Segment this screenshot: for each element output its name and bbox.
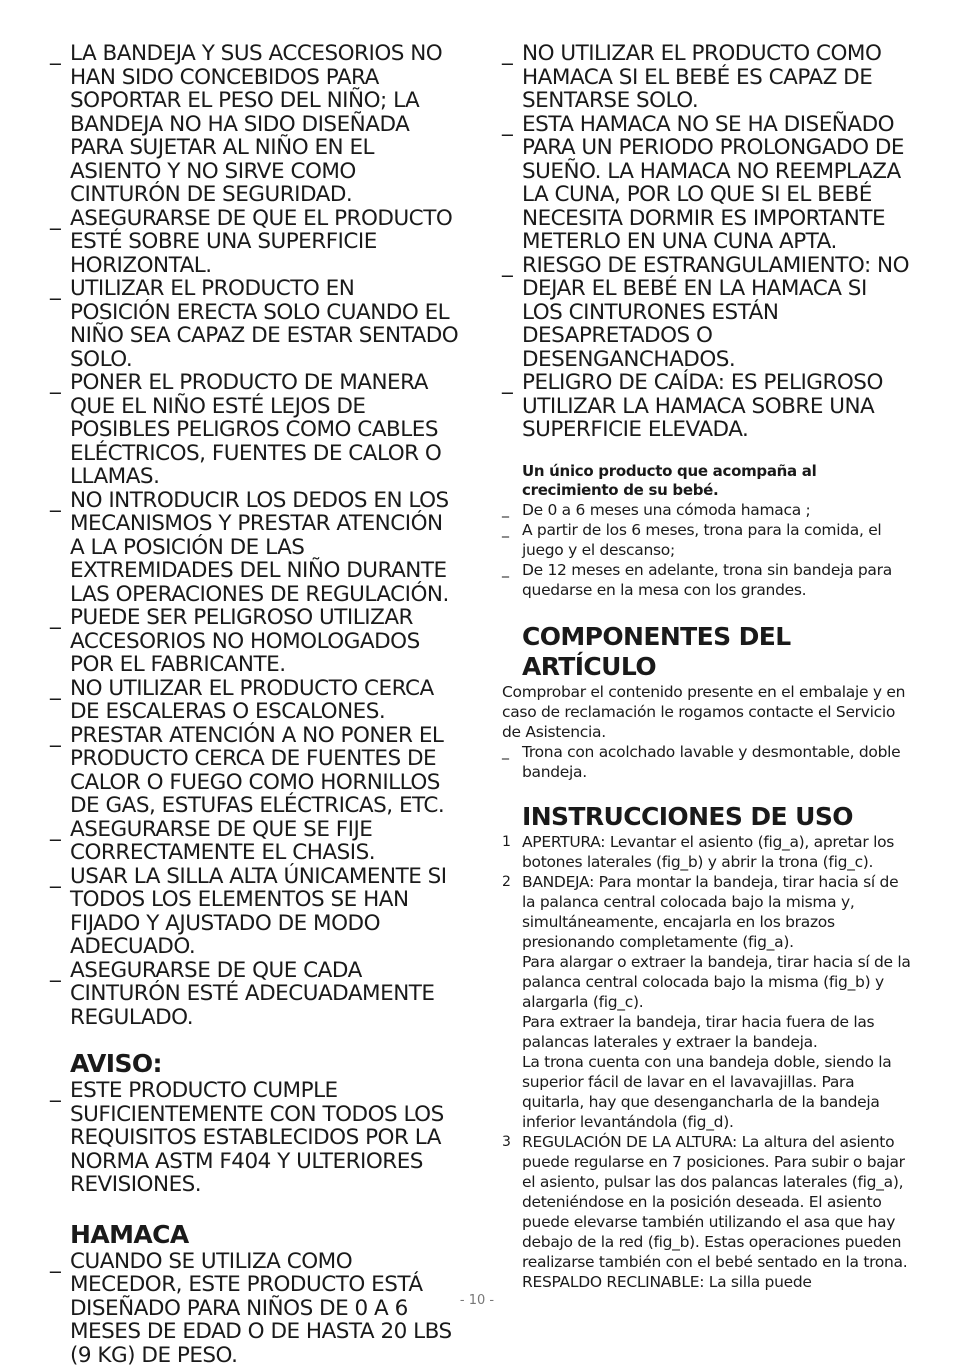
instruction-step [502, 1012, 912, 1052]
list-item [502, 371, 912, 442]
step-text: Para extraer la bandeja, tirar hacia fuera de las palancas laterales y extraer la bandeja. [522, 1012, 875, 1051]
step-number [502, 1052, 522, 1132]
bullet-marker: _ [50, 957, 61, 983]
step-text: RESPALDO RECLINABLE: La silla puede [522, 1272, 812, 1291]
list-item-text: ASEGURARSE DE QUE SE FIJE CORRECTAMENTE EL CHASIS. [70, 816, 376, 865]
step-text: La trona cuenta con una bandeja doble, siendo la superior fácil de lavar en el lavavajillas. Para quitarla, hay que desengancharla de la bandeja inferior levantándola (fig_d). [522, 1052, 892, 1131]
bullet-marker: _ [502, 370, 513, 395]
list-item-text: PRESTAR ATENCIÓN A NO PONER EL PRODUCTO CERCA DE FUENTES DE CALOR O FUEGO COMO HORNILLOS DE GAS, ESTUFAS ELÉCTRICAS, ETC. [70, 722, 445, 818]
bullet-marker: _ [502, 743, 509, 760]
list-item-text: UTILIZAR EL PRODUCTO EN POSICIÓN ERECTA SOLO CUANDO EL NIÑO SEA CAPAZ DE ESTAR SENTADO SOLO. [70, 276, 459, 372]
list-item [502, 254, 912, 372]
instruction-step [502, 952, 912, 1012]
instruction-step [502, 1132, 912, 1272]
instruction-step [502, 1052, 912, 1132]
right-column [502, 42, 912, 1292]
bullet-marker: _ [50, 487, 61, 513]
componentes-intro: Comprobar el contenido presente en el embalaje y en caso de reclamación le rogamos contacte el Servicio de Asistencia. [502, 682, 906, 741]
bullet-marker: _ [50, 276, 61, 301]
componentes-heading: COMPONENTES DEL ARTÍCULO [522, 621, 791, 681]
list-item-text: CUANDO SE UTILIZA COMO MECEDOR, ESTE PRODUCTO ESTÁ DISEÑADO PARA NIÑOS DE 0 A 6 MESES DE EDAD O DE HASTA 20 LBS (9 KG) DE PESO. [70, 1248, 452, 1368]
bullet-marker: _ [50, 1248, 61, 1274]
list-item [502, 42, 912, 113]
list-item-text: PUEDE SER PELIGROSO UTILIZAR ACCESORIOS NO HOMOLOGADOS POR EL FABRICANTE. [70, 605, 420, 677]
list-item-text: RIESGO DE ESTRANGULAMIENTO: NO DEJAR EL BEBÉ EN LA HAMACA SI LOS CINTURONES ESTÁN DESAPRETADOS O DESENGANCHADOS. [522, 252, 910, 372]
product-stages-list [502, 500, 912, 600]
list-item [502, 520, 912, 560]
list-item-text: LA BANDEJA Y SUS ACCESORIOS NO HAN SIDO CONCEBIDOS PARA SOPORTAR EL PESO DEL NIÑO; LA BANDEJA NO HA SIDO DISEÑADA PARA SUJETAR AL NIÑO EN EL ASIENTO Y NO SIRVE COMO CINTURÓN DE SEGURIDAD. [70, 41, 443, 207]
step-text: Para alargar o extraer la bandeja, tirar hacia sí de la palanca central colocada bajo la misma (fig_b) y alargarla (fig_c). [522, 952, 911, 1011]
list-item [502, 500, 912, 520]
list-item-text: Trona con acolchado lavable y desmontable, doble bandeja. [522, 742, 901, 781]
page-number: - 10 - [459, 1293, 495, 1308]
list-item-text: PELIGRO DE CAÍDA: ES PELIGROSO UTILIZAR LA HAMACA SOBRE UNA SUPERFICIE ELEVADA. [522, 370, 883, 442]
list-item-text: A partir de los 6 meses, trona para la comida, el juego y el descanso; [522, 520, 882, 559]
list-item [502, 113, 912, 254]
bullet-marker: _ [50, 205, 61, 231]
step-number: 2 [502, 873, 511, 890]
list-item-text: USAR LA SILLA ALTA ÚNICAMENTE SI TODOS LOS ELEMENTOS SE HAN FIJADO Y AJUSTADO DE MODO ADECUADO. [70, 863, 447, 959]
instrucciones-steps [502, 832, 912, 1292]
bullet-marker: _ [502, 252, 513, 278]
hamaca-warnings-list [502, 42, 912, 442]
hamaca-heading: HAMACA [70, 1219, 189, 1249]
bullet-marker: _ [502, 41, 513, 66]
warnings-list [50, 42, 460, 1029]
left-column [50, 42, 460, 1367]
list-item-text: ESTA HAMACA NO SE HA DISEÑADO PARA UN PERIODO PROLONGADO DE SUEÑO. LA HAMACA NO REEMPLAZA LA CUNA, POR LO QUE SI EL BEBÉ NECESITA DORMIR ES IMPORTANTE METERLO EN UNA CUNA APTA. [522, 111, 904, 254]
list-item [50, 818, 460, 865]
list-item-text: PONER EL PRODUCTO DE MANERA QUE EL NIÑO ESTÉ LEJOS DE POSIBLES PELIGROS COMO CABLES ELÉCTRICOS, FUENTES DE CALOR O LLAMAS. [70, 370, 442, 489]
step-number [502, 952, 522, 1012]
bullet-marker: _ [502, 501, 509, 518]
list-item [50, 1250, 460, 1368]
bullet-marker: _ [502, 111, 513, 137]
list-item [50, 371, 460, 489]
step-number: 3 [502, 1133, 511, 1150]
aviso-list [50, 1079, 460, 1197]
list-item-text: ASEGURARSE DE QUE CADA CINTURÓN ESTÉ ADECUADAMENTE REGULADO. [70, 957, 435, 1030]
list-item-text: De 0 a 6 meses una cómoda hamaca ; [522, 500, 811, 519]
list-item [50, 865, 460, 959]
bullet-marker: _ [50, 370, 61, 395]
bullet-marker: _ [50, 675, 61, 701]
instruction-step [502, 872, 912, 952]
list-item [502, 560, 912, 600]
instruction-step [502, 1272, 912, 1292]
bullet-marker: _ [50, 1078, 61, 1103]
bullet-marker: _ [50, 605, 61, 630]
instrucciones-heading: INSTRUCCIONES DE USO [522, 801, 853, 831]
list-item [50, 1079, 460, 1197]
step-text: APERTURA: Levantar el asiento (fig_a), apretar los botones laterales (fig_b) y abrir la trona (fig_c). [522, 832, 895, 871]
list-item [50, 207, 460, 278]
list-item [50, 677, 460, 724]
bullet-marker: _ [50, 863, 61, 889]
product-subheading: Un único producto que acompaña al crecimiento de su bebé. [522, 461, 817, 499]
list-item [50, 724, 460, 818]
step-number [502, 1012, 522, 1052]
list-item [50, 959, 460, 1030]
bullet-marker: _ [50, 816, 61, 842]
list-item-text: ASEGURARSE DE QUE EL PRODUCTO ESTÉ SOBRE UNA SUPERFICIE HORIZONTAL. [70, 205, 453, 278]
list-item [502, 742, 912, 782]
bullet-marker: _ [502, 521, 509, 538]
aviso-heading: AVISO: [70, 1049, 162, 1078]
bullet-marker: _ [50, 41, 61, 66]
step-number [502, 1272, 522, 1292]
list-item-text: De 12 meses en adelante, trona sin bandeja para quedarse en la mesa con los grandes. [522, 560, 892, 599]
list-item [50, 606, 460, 677]
step-number: 1 [502, 833, 511, 850]
list-item-text: NO INTRODUCIR LOS DEDOS EN LOS MECANISMOS Y PRESTAR ATENCIÓN A LA POSICIÓN DE LAS EXTREMIDADES DEL NIÑO DURANTE LAS OPERACIONES DE REGULACIÓN. [70, 487, 449, 607]
componentes-list [502, 742, 912, 782]
bullet-marker: _ [502, 561, 509, 578]
step-text: BANDEJA: Para montar la bandeja, tirar hacia sí de la palanca central colocada bajo la misma y, simultáneamente, encajarla en los brazos presionando completamente (fig_a). [522, 872, 899, 951]
bullet-marker: _ [50, 722, 61, 748]
list-item-text: NO UTILIZAR EL PRODUCTO COMO HAMACA SI EL BEBÉ ES CAPAZ DE SENTARSE SOLO. [522, 41, 882, 113]
list-item-text: ESTE PRODUCTO CUMPLE SUFICIENTEMENTE CON TODOS LOS REQUISITOS ESTABLECIDOS POR LA NORMA ASTM F404 Y ULTERIORES REVISIONES. [70, 1078, 444, 1197]
list-item [50, 277, 460, 371]
instruction-step [502, 832, 912, 872]
list-item-text: NO UTILIZAR EL PRODUCTO CERCA DE ESCALERAS O ESCALONES. [70, 675, 434, 724]
list-item [50, 42, 460, 207]
hamaca-list [50, 1250, 460, 1368]
step-text: REGULACIÓN DE LA ALTURA: La altura del asiento puede regularse en 7 posiciones. Para subir o bajar el asiento, pulsar las dos palancas laterales (fig_a), deteniéndose en la posición deseada. El asiento puede elevarse también utilizando el asa que hay debajo de la red (fig_b). Estas operaciones pueden realizarse también con el bebé sentado en la trona. [522, 1132, 908, 1271]
list-item [50, 489, 460, 607]
